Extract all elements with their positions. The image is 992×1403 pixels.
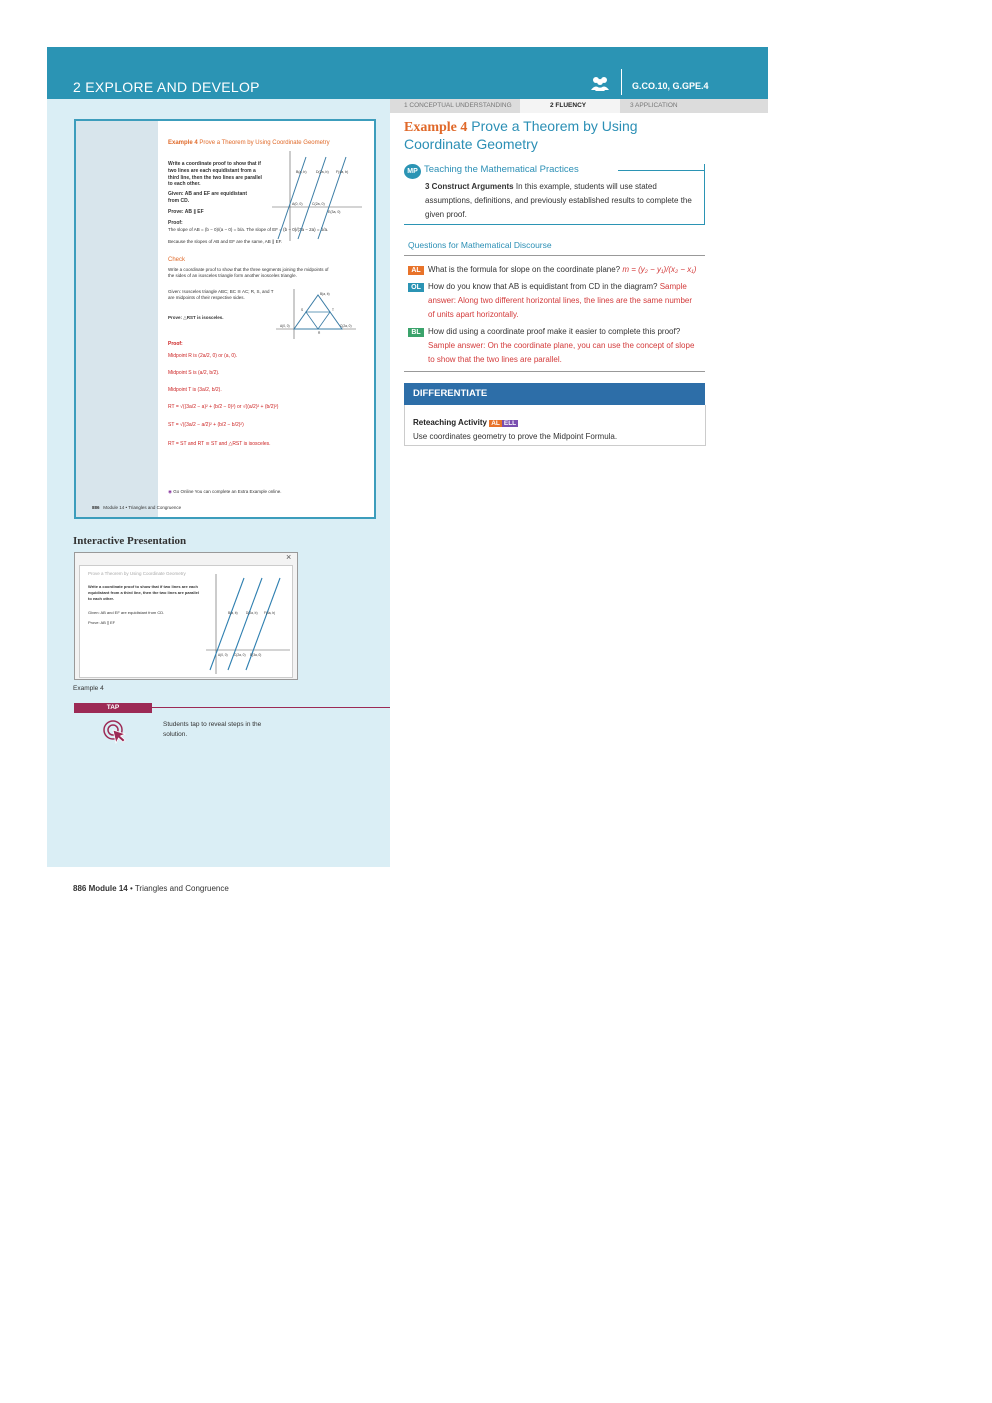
thumb-proof-line1: The slope of AB = (b − 0)/(a − 0) = b/a. The slope of EF = (b − 0)/(3a − 2a) = b/a. — [168, 227, 329, 232]
ip-screen-heading: Prove a Theorem by Using Coordinate Geometry — [88, 571, 186, 576]
thumb-check-text: Write a coordinate proof to show that the three segments joining the midpoints of the sides of an isosceles triangle form another isosceles triangle. — [168, 267, 329, 278]
practices-body-bold: 3 Construct Arguments — [425, 182, 514, 191]
question-1-text: What is the formula for slope on the coordinate plane? — [428, 265, 621, 274]
discourse-bottom-rule — [404, 371, 705, 372]
thumb-isosceles-triangle-graph — [276, 289, 356, 339]
question-1-formula: m = (y₂ − y₁)/(x₂ − x₁) — [622, 265, 697, 274]
ip-graph-label-a: A(0, 0) — [218, 653, 228, 657]
differentiate-header: DIFFERENTIATE — [404, 383, 705, 405]
question-3-text: How did using a coordinate proof make it easier to complete this proof? — [428, 327, 681, 336]
thumb-given: Given: AB and EF are equidistant from CD. — [168, 191, 247, 204]
thumb-page-ref — [92, 505, 181, 512]
thumb-tri-label-s: S — [301, 308, 304, 312]
group-icon — [590, 75, 610, 91]
ip-graph-label-c: C(2a, 0) — [234, 653, 246, 657]
thumb-graph-label-d: D(2a, b) — [316, 170, 329, 174]
thumb-page-ref-number: 886 — [92, 505, 100, 510]
tag-ell: ELL — [503, 420, 517, 427]
interactive-presentation-title: Interactive Presentation — [73, 535, 187, 547]
thumb-go-online-text: Go Online You can complete an Extra Example online. — [173, 489, 282, 494]
ip-graph-label-f: F(4a, b) — [264, 611, 276, 615]
thumbnail-sidebar — [76, 121, 158, 517]
discourse-title: Questions for Mathematical Discourse — [408, 240, 552, 250]
thumb-example-title-rest: Prove a Theorem by Using Coordinate Geometry — [199, 140, 330, 146]
thumb-midpoint-r: Midpoint R is (2a/2, 0) or (a, 0). — [168, 353, 238, 359]
thumb-tri-label-t: T — [332, 308, 334, 312]
interactive-caption: Example 4 — [73, 685, 104, 692]
student-page-thumbnail[interactable] — [74, 119, 376, 519]
footer-module: Module 14 — [88, 884, 128, 893]
tap-label-bar: TAP — [74, 703, 152, 713]
close-icon[interactable]: × — [286, 552, 292, 562]
example-title — [404, 118, 704, 153]
tab-application[interactable]: 3 APPLICATION — [630, 102, 678, 109]
question-3 — [428, 325, 698, 367]
thumb-parallel-lines-graph — [272, 151, 362, 241]
thumb-check-label: Check — [168, 257, 186, 263]
footer-title: Triangles and Congruence — [134, 884, 229, 893]
discourse-rule — [404, 255, 705, 256]
thumb-graph-label-b: B(a, b) — [296, 170, 307, 174]
thumb-graph-label-f: F(4a, b) — [336, 170, 349, 174]
thumb-check-given: Given: Isosceles triangle ABC; BC ≅ AC; R, S, and T are midpoints of their respective sides. — [168, 289, 274, 300]
thumb-check-proof-label: Proof: — [168, 341, 183, 347]
thumb-prompt: Write a coordinate proof to show that if two lines are each equidistant from a third line, then the two lines are parallel to each other. — [168, 161, 262, 188]
ip-graph-label-d: D(2a, b) — [246, 611, 258, 615]
practices-body-text: In this example, students will use stated assumptions, definitions, and previously established results to complete the given proof. — [425, 182, 692, 219]
practices-title: Teaching the Mathematical Practices — [424, 164, 579, 175]
tap-icon — [102, 719, 128, 745]
thumb-check-prove: Prove: △RST is isosceles. — [168, 315, 224, 320]
question-2 — [428, 280, 698, 322]
section-title: 2 EXPLORE AND DEVELOP — [73, 79, 260, 95]
thumb-tri-label-b: B(a, b) — [320, 292, 330, 296]
thumb-prove: Prove: AB ∥ EF — [168, 209, 204, 215]
ip-graph-label-b: B(a, b) — [228, 611, 238, 615]
thumb-page-ref-text: Module 14 • Triangles and Congruence — [103, 505, 182, 510]
go-online-icon: ◉ — [168, 489, 172, 494]
thumb-conclusion: RT = ST and RT ≅ ST and △RST is isosceles. — [168, 441, 271, 447]
thumb-graph-label-a: A(0, 0) — [292, 202, 303, 206]
tap-description: Students tap to reveal steps in the solution. — [163, 721, 262, 738]
question-1 — [428, 263, 698, 277]
reteaching-activity-text: Reteaching Activity — [413, 418, 487, 427]
thumb-tri-label-r: R — [318, 331, 321, 335]
question-2-text: How do you know that AB is equidistant from CD in the diagram? — [428, 282, 658, 291]
thumb-graph-label-e: E(3a, 0) — [328, 210, 341, 214]
thumb-example-title — [168, 139, 338, 147]
thumb-proof-line2: Because the slopes of AB and EF are the same, AB ∥ EF. — [168, 239, 283, 244]
header-banner — [47, 47, 768, 99]
level-badge-ol: OL — [408, 283, 424, 292]
ip-screen-given: Given: AB and EF are equidistant from CD. — [88, 610, 165, 615]
thumb-midpoint-t: Midpoint T is (3a/2, b/2). — [168, 387, 222, 393]
tab-fluency[interactable]: 2 FLUENCY — [550, 102, 587, 109]
tab-bar — [390, 99, 768, 113]
thumb-proof-label: Proof: — [168, 220, 183, 226]
example-title-rest: Prove a Theorem by Using Coordinate Geometry — [404, 118, 638, 152]
header-divider — [621, 69, 622, 95]
thumb-rt-distance: RT = √((3a/2 − a)² + (b/2 − 0)²) or √((a/2)² + (b/2)²) — [168, 404, 279, 410]
example-title-bold: Example 4 — [404, 120, 468, 135]
standards-label: G.CO.10, G.GPE.4 — [632, 81, 709, 91]
thumb-tri-label-a: A(0, 0) — [280, 324, 290, 328]
tap-divider — [152, 707, 390, 708]
practices-body — [425, 180, 697, 222]
tag-al: AL — [491, 420, 500, 427]
page-footer — [73, 884, 229, 893]
thumb-example-title-bold: Example 4 — [168, 140, 198, 146]
thumb-tri-label-c: C(2a, 0) — [340, 324, 352, 328]
mp-badge-icon: MP — [404, 164, 421, 179]
ip-screen-prompt: Write a coordinate proof to show that if two lines are each equidistant from a third line, then the two lines are parallel to each other. — [88, 584, 199, 601]
level-badge-al: AL — [408, 266, 424, 275]
thumb-midpoint-s: Midpoint S is (a/2, b/2). — [168, 370, 220, 376]
ip-screen-prove: Prove: AB ∥ EF — [88, 620, 116, 625]
thumb-st-distance: ST = √((3a/2 − a/2)² + (b/2 − b/2)²) — [168, 422, 244, 428]
ip-graph-label-e: E(3a, 0) — [250, 653, 262, 657]
left-panel — [47, 99, 390, 867]
level-badge-bl: BL — [408, 328, 424, 337]
footer-separator: • — [127, 884, 135, 893]
thumb-go-online — [168, 489, 282, 496]
question-3-answer: Sample answer: On the coordinate plane, you can use the concept of slope to show that the two lines are parallel. — [428, 341, 695, 364]
question-2-answer: Sample answer: Along two different horizontal lines, the lines are the same number of units apart horizontally. — [428, 282, 692, 319]
tab-conceptual-understanding[interactable]: 1 CONCEPTUAL UNDERSTANDING — [404, 102, 512, 109]
reteaching-activity-description: Use coordinates geometry to prove the Midpoint Formula. — [413, 432, 618, 441]
interactive-screen — [79, 565, 293, 678]
interactive-presentation-screenshot[interactable] — [74, 552, 298, 680]
ip-parallel-lines-graph — [206, 574, 290, 674]
footer-page-number: 886 — [73, 884, 87, 893]
practices-rule — [618, 170, 705, 171]
thumb-graph-label-c: C(2a, 0) — [312, 202, 325, 206]
reteaching-activity-label — [413, 418, 518, 428]
